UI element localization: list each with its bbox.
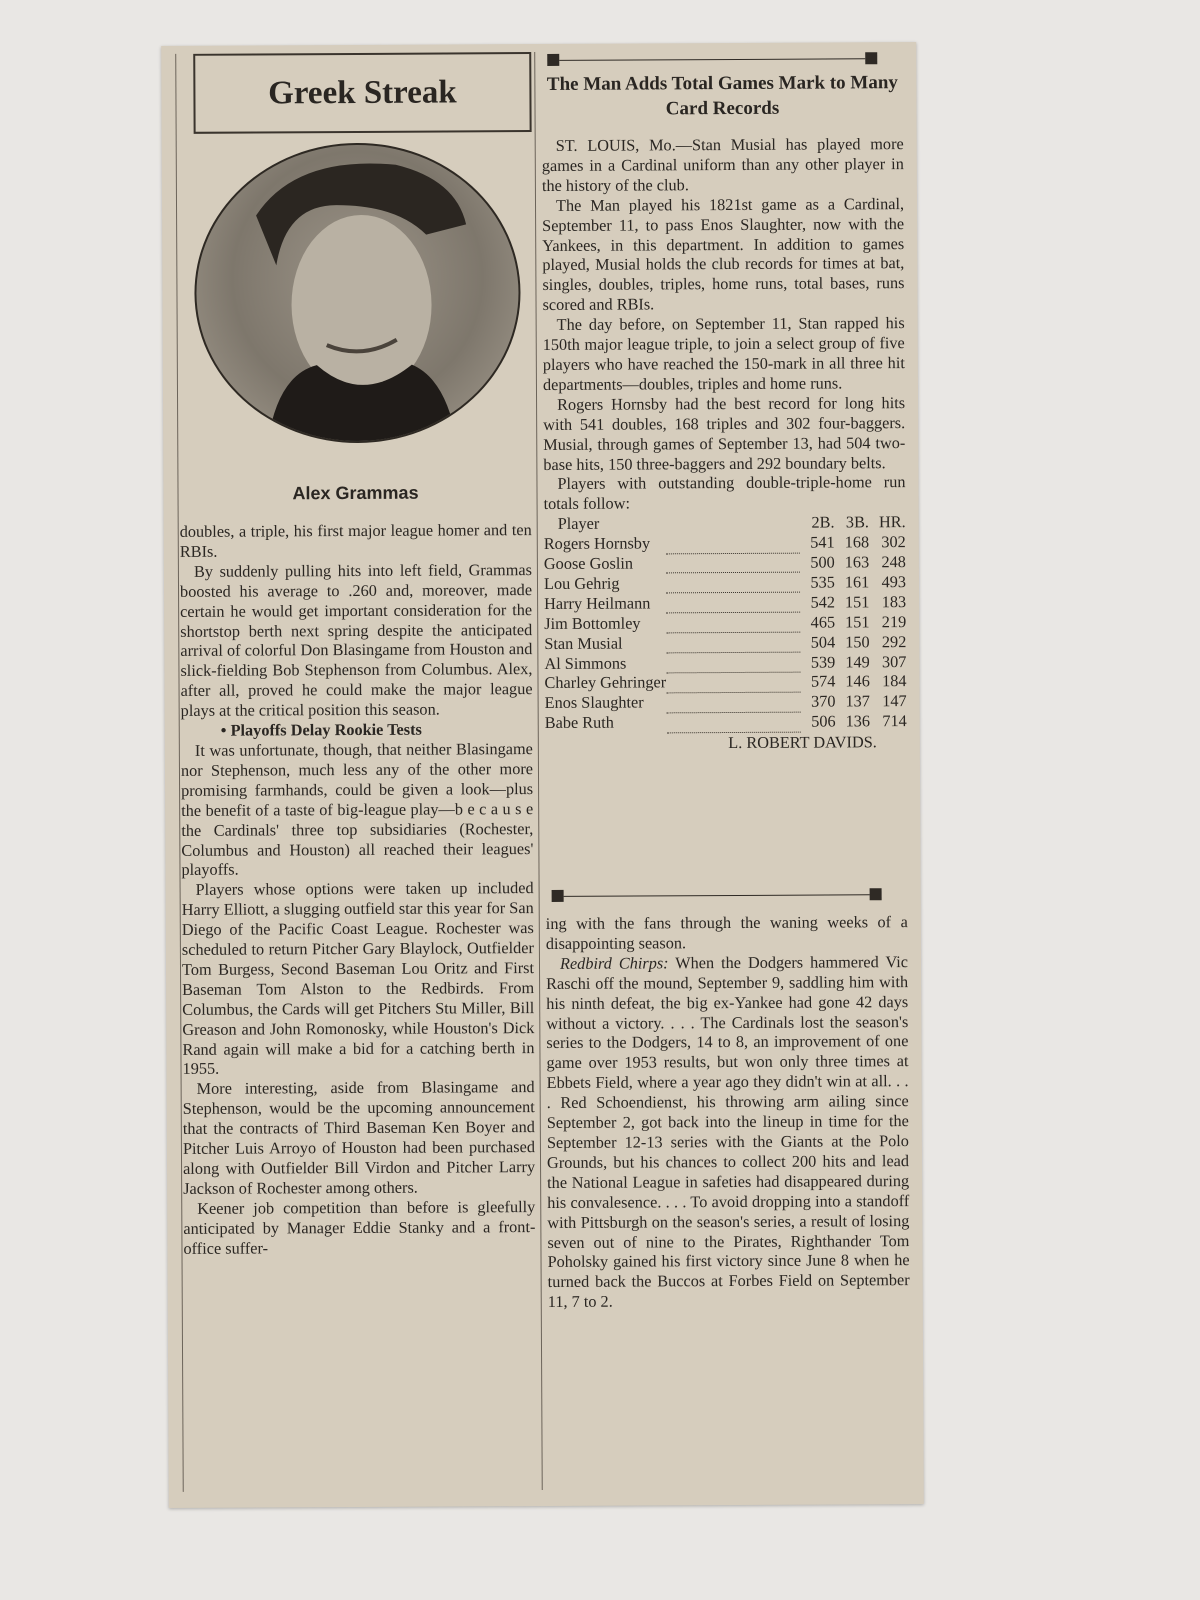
- paragraph: It was unfortunate, though, that neither Blasingame nor Stephenson, much less any of the other more promising farmhands, could be given a look—plus the benefit of a taste of big-league play—b e c a u s e the Cardinals' three top subsidiaries (Rochester, Columbus and Houston) all reached their leagues' playoffs.: [180, 739, 534, 880]
- leader-dots: [665, 533, 800, 554]
- triples: 146: [845, 671, 870, 691]
- home-runs: 307: [881, 651, 907, 671]
- table-row: [544, 672, 906, 694]
- header-3b: 3B.: [845, 512, 870, 532]
- home-runs: 219: [881, 611, 907, 631]
- leader-dots: [666, 592, 801, 613]
- paragraph: [546, 952, 910, 1312]
- paragraph: Keener job competition than before is gleefully anticipated by Manager Eddie Stanky and a front-office suffer-: [183, 1196, 536, 1258]
- paragraph: The day before, on September 11, Stan rapped his 150th major league triple, to join a select group of five players who have reached the 150-mark in all three hit departments—doubles, triples and home runs.: [542, 313, 905, 394]
- greek-streak-header: [193, 52, 531, 134]
- subheading-text: Playoffs Delay Rookie Tests: [230, 719, 422, 740]
- triples: 137: [845, 691, 870, 711]
- leader-dots: [666, 632, 801, 653]
- player-name: Rogers Hornsby: [543, 533, 651, 554]
- table-row: [544, 552, 906, 574]
- subheading: • Playoffs Delay Rookie Tests: [220, 719, 422, 740]
- header-player: Player: [557, 513, 600, 534]
- player-name: Lou Gehrig: [543, 573, 620, 593]
- table-row: [544, 592, 906, 614]
- leader-dots: [665, 553, 800, 574]
- table-row: [545, 691, 907, 713]
- newspaper-clipping: [161, 42, 924, 1508]
- table-row: [544, 632, 906, 654]
- leader-dots: [666, 612, 801, 633]
- paragraph: ing with the fans through the waning weeks of a disappointing season.: [545, 912, 908, 953]
- doubles: 539: [810, 652, 836, 672]
- triples: 150: [845, 631, 870, 652]
- table-row: [544, 612, 906, 634]
- leader-dots: [666, 672, 801, 693]
- table-row: [544, 652, 906, 674]
- stats-table: [544, 512, 907, 733]
- home-runs: 183: [881, 591, 907, 612]
- home-runs: 184: [882, 671, 907, 691]
- chirps-label: Redbird Chirps:: [559, 953, 669, 973]
- table-header-row: [544, 512, 906, 534]
- player-name: Charley Gehringer: [544, 672, 667, 693]
- table-row: [544, 572, 906, 594]
- doubles: 500: [810, 552, 835, 572]
- header-2b: 2B.: [811, 512, 835, 532]
- paragraph: The Man played his 1821st game as a Cardinal, September 11, to pass Enos Slaughter, now with the Yankees, in this department. In addition to games played, Musial holds the club records for times at bat, singles, doubles, triples, home runs, total bases, runs scored and RBIs.: [542, 193, 905, 315]
- paragraph: doubles, a triple, his first major league homer and ten RBIs.: [179, 520, 532, 561]
- doubles: 504: [810, 632, 836, 652]
- byline: L. ROBERT DAVIDS.: [728, 731, 877, 752]
- left-column-text: [180, 520, 536, 1258]
- triples: 151: [845, 612, 870, 632]
- doubles: 506: [811, 711, 836, 731]
- photo-caption: Alex Grammas: [292, 482, 419, 504]
- doubles: 542: [810, 592, 836, 612]
- player-name: Babe Ruth: [544, 712, 614, 733]
- header-hr: HR.: [878, 512, 906, 532]
- table-row: [544, 532, 906, 554]
- home-runs: 493: [881, 572, 907, 592]
- player-photo: [194, 142, 522, 444]
- paragraph: Players whose options were taken up included Harry Elliott, a slugging outfield star this year for San Diego of the Pacific Coast League. Rochester was scheduled to return Pitcher Gary Blaylock, Outfielder Tom Burgess, Second Baseman Lou Oritz and First Baseman Tom Alston to the Redbirds. From Columbus, the Cards will get Pitchers Stu Miller, Bill Greason and John Romonosky, while Houston's Dick Rand again will make a bid for a catching berth in 1955.: [181, 878, 535, 1079]
- right-column-continuation: [546, 912, 910, 1312]
- doubles: 541: [810, 532, 835, 552]
- doubles: 574: [810, 671, 836, 692]
- player-name: Enos Slaughter: [544, 692, 644, 713]
- triples: 163: [844, 552, 870, 572]
- paragraph: By suddenly pulling hits into left field, Grammas boosted his average to .260 and, moreover, made certain he would get important consideration for the shortstop berth next spring despite the anticipated arrival of colorful Don Blasingame from Houston and slick-fielding Bob Stephenson from Columbus. Alex, after all, proved he could make the major league plays at the critical position this season.: [179, 559, 533, 721]
- table-row: [545, 711, 907, 733]
- home-runs: 248: [881, 552, 906, 572]
- leader-dots: [666, 652, 801, 673]
- top-divider: [547, 52, 877, 66]
- triples: 149: [845, 651, 870, 671]
- portrait-illustration: [196, 144, 520, 442]
- home-runs: 147: [882, 691, 907, 711]
- article-headline: The Man Adds Total Games Mark to Many Card Records: [546, 72, 898, 120]
- leader-dots: [666, 712, 801, 733]
- triples: 151: [844, 592, 870, 612]
- chirps-text: When the Dodgers hammered Vic Raschi off the mound, September 9, saddling him with his ninth defeat, the big ex-Yankee had gone 42 days without a victory. . . . The Cardinals lost the season's series to the Dodgers, 14 to 8, an improvement of one game over 1953 results, but won only three times at Ebbets Field, where a year ago they didn't win at all. . . . Red Schoendienst, his throwing arm ailing since September 2, got back into the lineup in time for the September 12-13 series with the Giants at the Polo Grounds, but his chances to collect 200 hits and lead the National League in safeties had disappeared during his convalesence. . . . To avoid dropping into a standoff with Pittsburgh on the season's series, a result of losing seven out of nine to the Pirates, Righthander Tom Poholsky gained his first victory since June 8 when he turned back the Buccos at Forbes Field on September 11, 7 to 2.: [546, 951, 910, 1312]
- player-name: Stan Musial: [544, 633, 623, 653]
- player-name: Jim Bottomley: [544, 613, 641, 633]
- doubles: 465: [810, 612, 836, 632]
- triples: 136: [845, 711, 871, 731]
- leader-dots: [666, 573, 801, 594]
- home-runs: 292: [881, 631, 907, 651]
- paragraph: Rogers Hornsby had the best record for long hits with 541 doubles, 168 triples and 302 four-baggers. Musial, through games of September 13, had 504 two-base hits, 150 three-baggers and 292 boundary belts.: [543, 392, 906, 474]
- paragraph: More interesting, aside from Blasingame and Stephenson, would be the upcoming announcement that the contracts of Third Baseman Ken Boyer and Pitcher Luis Arroyo of Houston had been purchased along with Outfielder Bill Virdon and Pitcher Larry Jackson of Rochester among others.: [182, 1077, 536, 1198]
- home-runs: 714: [882, 711, 907, 731]
- paragraph: ST. LOUIS, Mo.—Stan Musial has played more games in a Cardinal uniform than any other player in the history of the club.: [541, 134, 904, 195]
- player-name: Harry Heilmann: [544, 593, 651, 613]
- doubles: 370: [811, 691, 836, 711]
- triples: 161: [844, 572, 870, 592]
- player-name: Al Simmons: [544, 653, 627, 673]
- doubles: 535: [810, 572, 835, 592]
- bottom-divider: [552, 888, 882, 902]
- paragraph: Players with outstanding double-triple-home run totals follow:: [543, 472, 906, 514]
- header-text: Greek Streak: [268, 73, 457, 111]
- player-name: Goose Goslin: [543, 553, 634, 574]
- home-runs: 302: [881, 532, 906, 552]
- triples: 168: [844, 532, 870, 552]
- leader-dots: [666, 692, 801, 713]
- right-column-text: [542, 134, 907, 753]
